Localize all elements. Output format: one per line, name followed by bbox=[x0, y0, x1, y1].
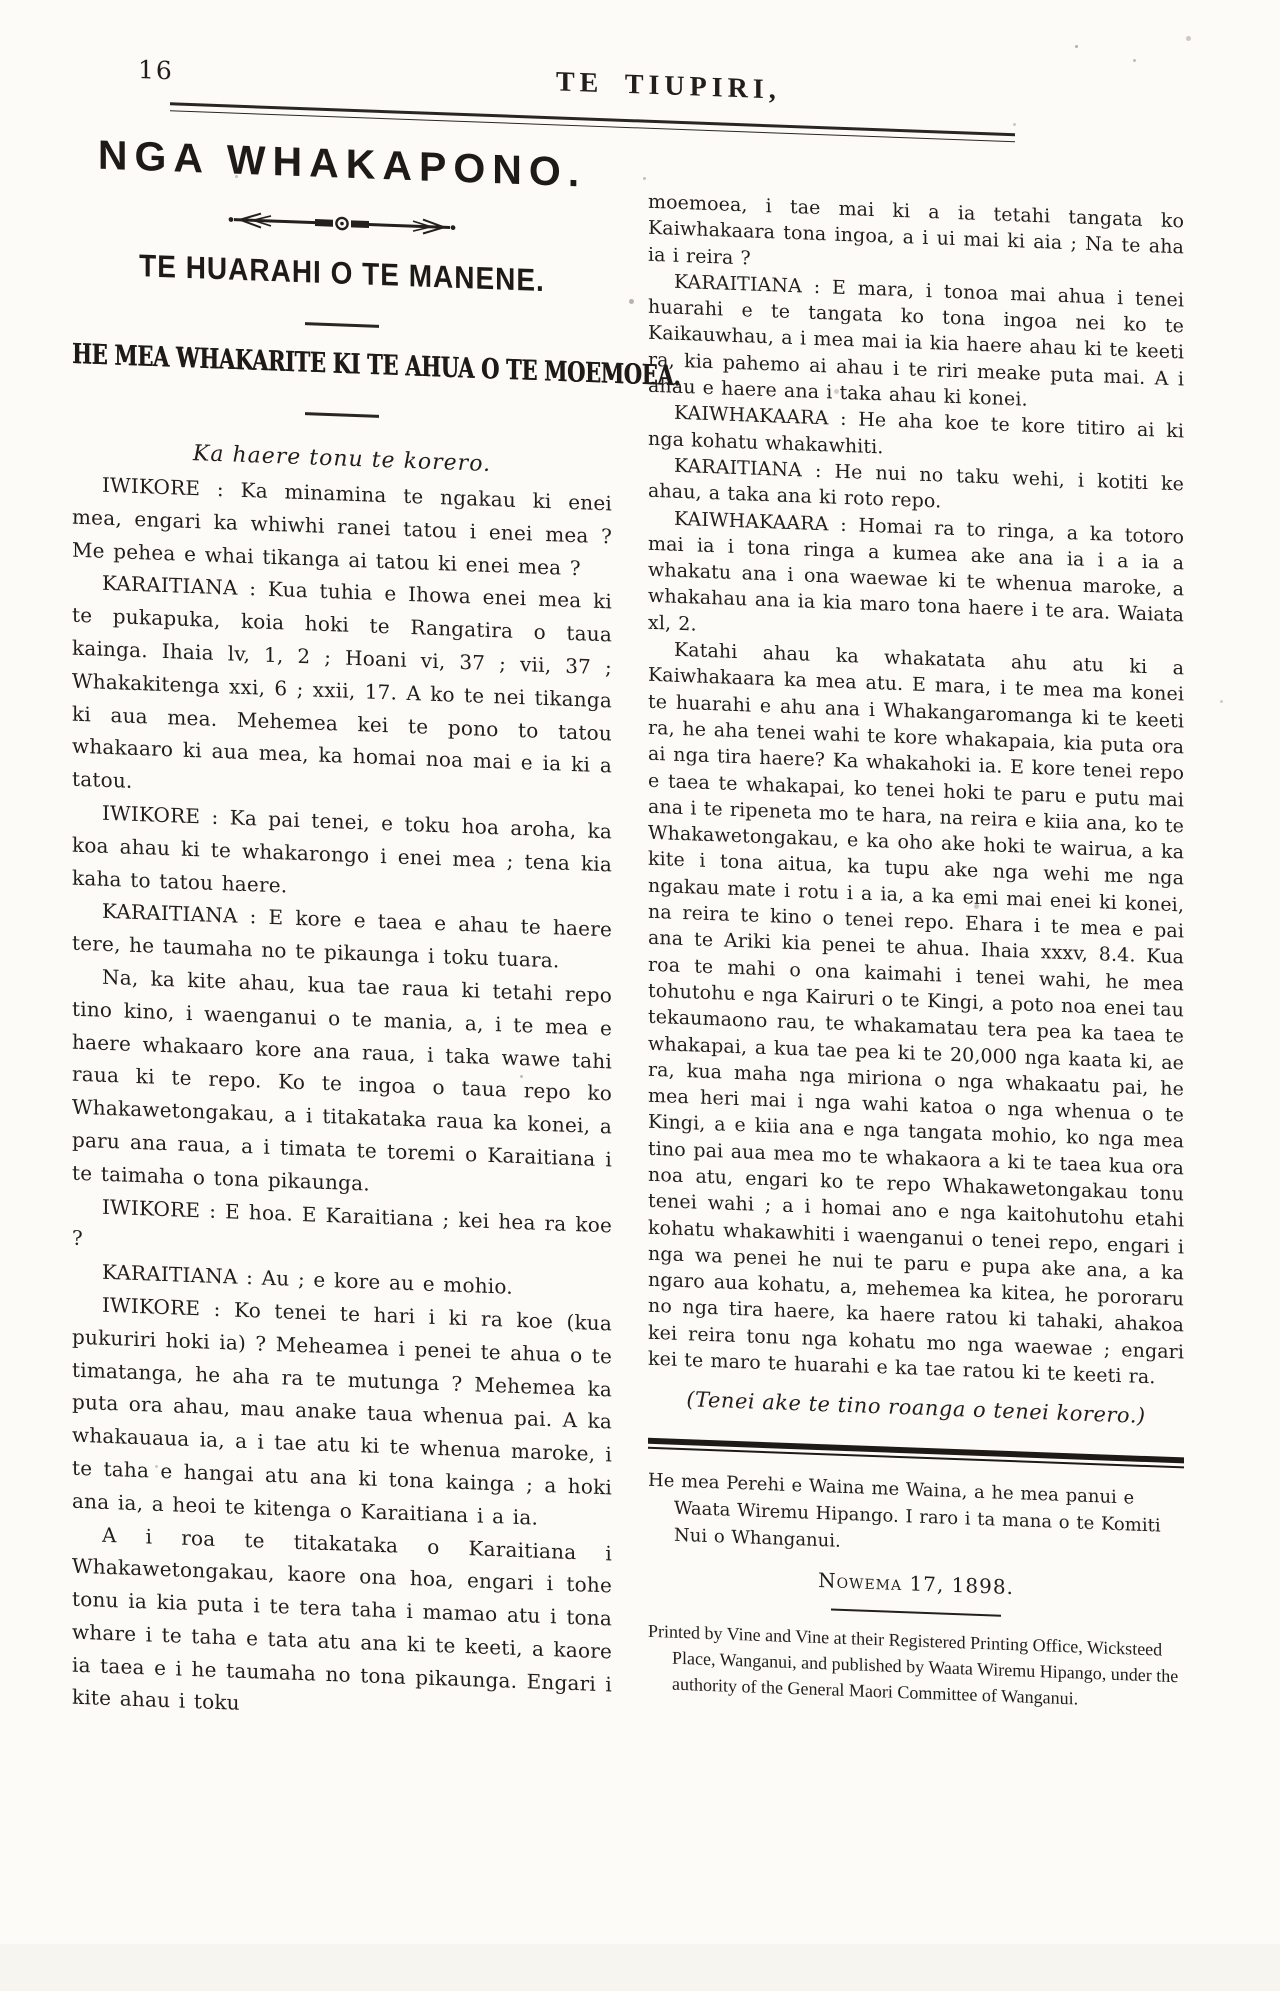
imprint-english: Printed by Vine and Vine at their Registered Printing Office, Wicksteed Place, Wanganui, and published by Waata Wiremu Hipango, under the authority of the General Maori Committee of Wanganui. bbox=[648, 1621, 1179, 1709]
dialogue-paragraph: KARAITIANA : Au ; e kore au e mohio. bbox=[102, 1259, 513, 1299]
continuation-paragraph: moemoea, i tae mai ki a ia tetahi tangata ko Kaiwhakaara tona ingoa, a i ui mai ki aia ; Na te aha ia i reira ? bbox=[648, 190, 1184, 270]
ornament-divider-icon bbox=[227, 209, 457, 237]
continuation-note: Ka haere tonu te korero. bbox=[192, 441, 492, 478]
closing-note: (Tenei ake te tino roanga o tenei korero.) bbox=[686, 1387, 1146, 1429]
divider-rule bbox=[305, 412, 379, 418]
article-body-right bbox=[648, 189, 1184, 1392]
dialogue-paragraph: KARAITIANA : Kua tuhia e Ihowa enei mea ki te pukapuka, koia hoki te Rangatira o taua kainga. Ihaia lv, 1, 2 ; Hoani vi, 37 ; vii, 37 ; Whakakitenga xxi, 6 ; xxii, 17. A ko te nei tikanga ki aua mea. Mehemea kei te pono to tatou whakaaro ki aua mea, ka homai noa mai e ia ki a tatou. bbox=[72, 571, 612, 794]
imprint-maori: He mea Perehi e Waina me Waina, a he mea panui e Waata Wiremu Hipango. I raro i ta mana o te Komiti Nui o Whanganui. bbox=[648, 1470, 1161, 1553]
dialogue-paragraph: IWIKORE : Ko tenei te hari i ki ra koe (kua pukuriri hoki ia) ? Meheamea i penei te ahua o te timatanga, he aha ra te mutunga ? Mehemea ka puta ora ahau, mau anake taua whenua pai. A ka whakauaua ia, a i tae atu ki te whenua maroke, i te taha e hangai atu ana ki tona kainga ; a hoki ana ia, a heoi te kitenga o Karaitiana i a ia. bbox=[72, 1292, 612, 1530]
dialogue-paragraph: IWIKORE : Ka pai tenei, e toku hoa aroha, ka koa ahau ki te whakarongo i enei mea ; tena kia kaha to tatou haere. bbox=[72, 800, 612, 898]
dialogue-paragraph: IWIKORE : E hoa. E Karaitiana ; kei hea ra koe ? bbox=[72, 1194, 612, 1251]
dialogue-paragraph: IWIKORE : Ka minamina te ngakau ki enei mea, engari ka whiwhi ranei tatou i enei mea ? Me pehea e whai tikanga ai tatou ki enei mea ? bbox=[72, 472, 612, 580]
dialogue-paragraph: KARAITIANA : He nui no taku wehi, i kotiti ke ahau, a taka ana ki roto repo. bbox=[648, 454, 1184, 513]
masthead-title: TE TIUPIRI, bbox=[556, 66, 781, 106]
narrative-paragraph: A i roa te titakataka o Karaitiana i Whakawetongakau, kaore ona hoa, engari i tohe tonu ia kia puta i te tera taha i mamao atu i tona whare i te taha e tata atu ana ki te keeti, a kaore ia taea e i he taumaha no tona pikaunga. Engari i kite ahau i toku bbox=[72, 1522, 612, 1716]
narrative-paragraph: Na, ka kite ahau, kua tae raua ki tetahi repo tino kino, i waenganui o te mania, a, i te mea e haere whakaaro kore ana raua, i taka wawe tahi raua ki te repo. Ko te ingoa o taua repo ko Whakawetongakau, a i titakataka raua ka konei, a paru ana raua, a i timata te toremi o Karaitiana i te taimaha o tona pikaunga. bbox=[72, 964, 612, 1196]
dialogue-paragraph: KAIWHAKAARA : He aha koe te kore titiro ai ki nga kohatu whakawhiti. bbox=[648, 402, 1184, 459]
article-headline: NGA WHAKAPONO. bbox=[97, 131, 587, 196]
dialogue-paragraph: KAIWHAKAARA : Homai ra to ringa, a ka totoro mai ia i tona ringa a kumea ake ana ia i a ia a whakatu ana i ona waewae ki te whenua maroke, a whakahau ana ia kia maro tona haere i te ara. Waiata xl, 2. bbox=[648, 507, 1184, 636]
imprint-date-rule bbox=[831, 1609, 1001, 1617]
column-left bbox=[72, 115, 681, 1734]
imprint-date: Nowema 17, 1898. bbox=[818, 1568, 1014, 1600]
scan-speck bbox=[1075, 45, 1078, 48]
article-subheadline: TE HUARAHI O TE MANENE. bbox=[139, 248, 545, 298]
divider-rule bbox=[305, 322, 379, 328]
imprint-heavy-rule bbox=[648, 1438, 1184, 1469]
article-kicker: HE MEA WHAKARITE KI TE AHUA O TE MOEMOEA. bbox=[72, 336, 681, 392]
dialogue-paragraph: KARAITIANA : E kore e taea e ahau te haere tere, he taumaha no te pikaunga i toku tuara. bbox=[72, 899, 612, 973]
article-body-left bbox=[72, 468, 612, 1734]
page-number: 16 bbox=[138, 55, 174, 86]
narrative-paragraph: Katahi ahau ka whakatata ahu atu ki a Kaiwhakaara ka mea atu. E mara, i te mea ma konei te huarahi e ahu ana i Whakangaromanga ki te keeti ra, he aha tenei wahi te kore whakapaia, kia puta ora ai nga tira haere? Ka whakahoki ia. E kore tenei repo e taea te whakapai, ko tenei hoki te paru e putu mai ana i te ripeneta mo te hara, na reira e kiia ana, ko te Whakawetongakau, e ka oho ake hoki te wairua, a ka kite i tona aitua, ka tupu ake nga wehi me nga ngakau mate i rotu i a ia, a ka emi mai enei ki konei, na reira te kino o tenei repo. Ehara i te mea e pai ana te Ariki kia penei te ahua. Ihaia xxxv, 8.4. Kua roa te mahi o ona kaimahi i tenei wahi, he mea tohutohu e nga Kairuri o te Kingi, a poto noa enei tau tekaumaono rau, te whakamatau tera pea ka taea te whakapai, a kua tae pea ki te 20,000 nga kaata ki, ae ra, kua maha nga miriona o nga whakaatu pai, he mea heri mai i nga wahi katoa o nga whenua o te Kingi, a e kiia ana e nga tangata mohio, ko nga mea tino pai aua mea mo te whakaora a ki te taea kua ora noa atu, engari ko te repo Whakawetongakau tonu tenei wahi ; a i homai ano e nga kaitohutohu etahi kohatu whakawhiti i waenganui o tenei repo, engari i nga wa penei he nui te paru e pupa ake ana, a ka ngaro aua kohatu, a, mehemea ka kitea, he pororaru no nga tira haere, ka haere ratou ki tahaki, ahakoa kei reira tonu nga kohatu mo nga waewae ; engari kei te maro te huarahi e ka tae ratou ki te keeti ra. bbox=[648, 638, 1184, 1389]
column-right bbox=[648, 189, 1184, 1716]
dialogue-paragraph: KARAITIANA : E mara, i tonoa mai ahua i tenei huarahi e te tangata ko tona ingoa nei ko te Kaikauwhau, a i mea mai ia kia haere ahau ki te keeti ra, kia pahemo ai ahau i te riri meake puta mai. A i ahau e haere ana i taka ahau ki konei. bbox=[648, 270, 1184, 411]
